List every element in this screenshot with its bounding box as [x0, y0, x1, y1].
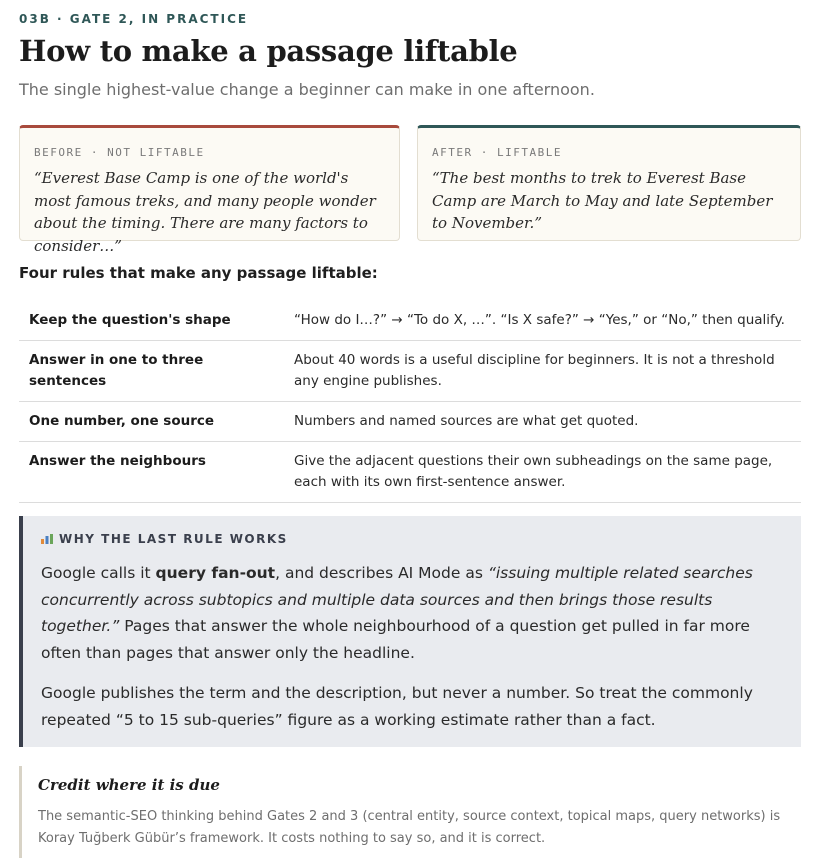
rule-name: Keep the question's shape	[19, 301, 284, 341]
why-label-text: WHY THE LAST RULE WORKS	[59, 532, 288, 546]
rules-heading: Four rules that make any passage liftable:	[19, 264, 378, 282]
why-text: Google calls it	[41, 564, 156, 582]
table-row	[19, 442, 801, 503]
why-label	[41, 532, 783, 546]
credit-note	[19, 766, 801, 858]
bar-chart-icon	[41, 534, 53, 544]
before-card	[19, 125, 400, 255]
rules-table	[19, 301, 801, 503]
why-paragraph-1	[41, 560, 783, 666]
credit-title: Credit where it is due	[38, 776, 220, 794]
rule-detail: Give the adjacent questions their own subheadings on the same page, each with its own first-sentence answer.	[284, 442, 801, 503]
before-after-cards	[19, 125, 801, 255]
why-quote: “issuing multiple related searches concurrently across subtopics and multiple data sources and then brings those results together.”	[41, 564, 753, 635]
why-text: Pages that answer the whole neighbourhood of a question get pulled in far more often than pages that answer only the headline.	[41, 617, 750, 662]
after-quote: “The best months to trek to Everest Base Camp are March to May and late September to November.”	[432, 169, 773, 232]
rule-detail: Numbers and named sources are what get quoted.	[284, 402, 801, 442]
table-row	[19, 301, 801, 341]
before-quote: “Everest Base Camp is one of the world's most famous treks, and many people wonder about the timing. There are many factors to consider…”	[34, 169, 376, 255]
rule-detail: “How do I…?” → “To do X, …”. “Is X safe?” → “Yes,” or “No,” then qualify.	[284, 301, 801, 341]
why-callout	[19, 516, 801, 747]
table-row	[19, 341, 801, 402]
before-tag: BEFORE · NOT LIFTABLE	[34, 146, 205, 159]
table-row	[19, 402, 801, 442]
page-title: How to make a passage liftable	[19, 34, 518, 68]
after-tag: AFTER · LIFTABLE	[432, 146, 562, 159]
rule-name: Answer the neighbours	[19, 442, 284, 503]
why-text: , and describes AI Mode as	[275, 564, 488, 582]
rule-name: Answer in one to three sentences	[19, 341, 284, 402]
section-eyebrow: 03B · GATE 2, IN PRACTICE	[19, 12, 249, 26]
rule-name: One number, one source	[19, 402, 284, 442]
credit-text: The semantic-SEO thinking behind Gates 2 and 3 (central entity, source context, topical maps, query networks) is Koray Tuğberk Gübür’s framework. It costs nothing to say so, and it is correct.	[38, 809, 781, 846]
page-subtitle: The single highest-value change a beginner can make in one afternoon.	[19, 80, 595, 99]
why-term: query fan-out	[155, 564, 276, 582]
why-paragraph-2: Google publishes the term and the description, but never a number. So treat the commonly repeated “5 to 15 sub-queries” figure as a working estimate rather than a fact.	[41, 684, 753, 729]
rule-detail: About 40 words is a useful discipline for beginners. It is not a threshold any engine publishes.	[284, 341, 801, 402]
after-card	[417, 125, 801, 241]
